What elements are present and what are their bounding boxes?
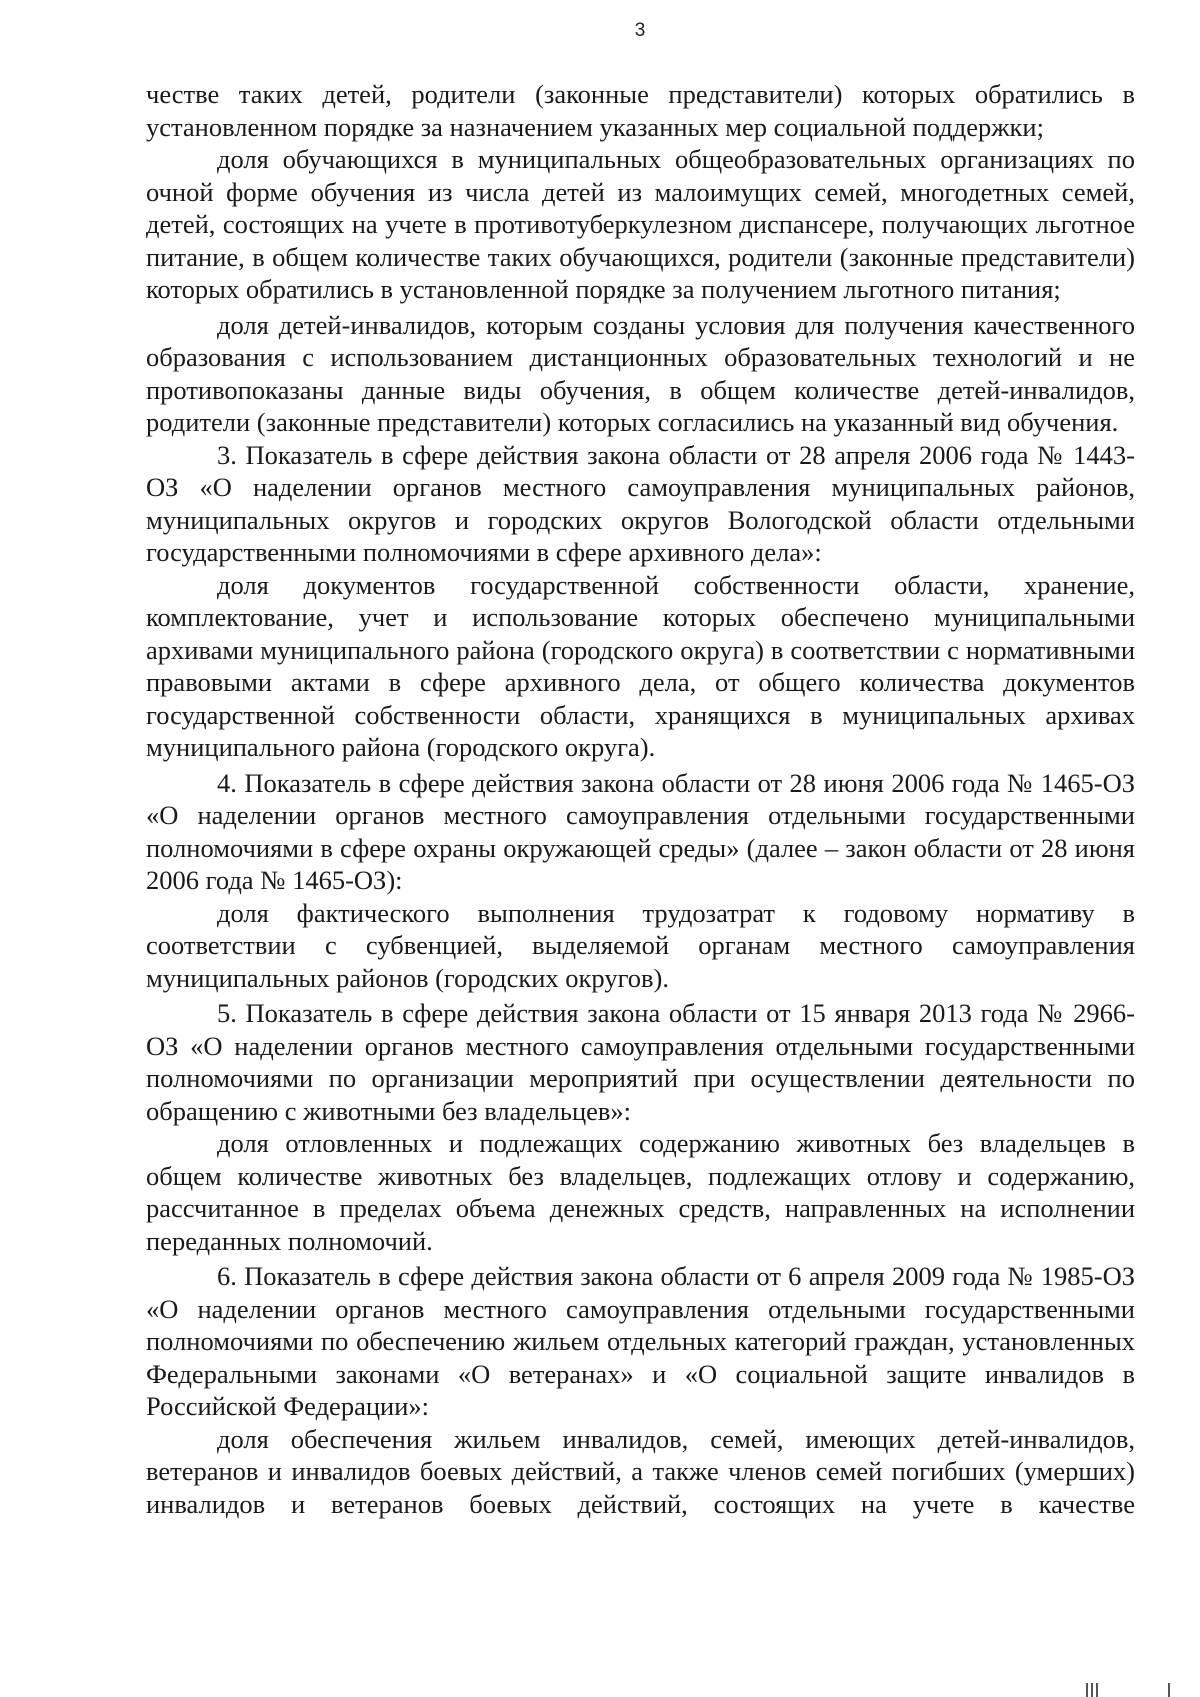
paragraph-animals-share: доля отловленных и подлежащих содержанию животных без владельцев в общем количестве животных без владельцев, подлежащих отлову и содержанию, рассчитанное в пределах объема денежных средств, направленных на исполнении переданных полномочий. bbox=[146, 1128, 1135, 1256]
paragraph-animals-law: 5. Показатель в сфере действия закона области от 15 января 2013 года № 2966-ОЗ «О наделении органов местного самоуправления отдельными государственными полномочиями по организации мероприятий при осуществлении деятельности по обращению с животными без владельцев»: bbox=[146, 998, 1135, 1126]
paragraph-archive-law: 3. Показатель в сфере действия закона области от 28 апреля 2006 года № 1443-ОЗ «О наделении органов местного самоуправления муниципальных районов, муниципальных округов и городских округов Вологодской области отдельными государственными полномочиями в сфере архивного дела»: bbox=[146, 439, 1135, 567]
scan-artifact-mark bbox=[1168, 1683, 1170, 1697]
page-number: 3 bbox=[634, 20, 646, 41]
paragraph-archive-documents-share: доля документов государственной собственности области, хранение, комплектование, учет и использование которых обеспечено муниципальными архивами муниципального района (городского округа) в соответствии с нормативными правовыми актами в сфере архивного дела, от общего количества документов государственной собственности области, хранящихся в муниципальных архивах муниципального района (городского округа). bbox=[146, 569, 1135, 762]
paragraph-continuation: честве таких детей, родители (законные представители) которых обратились в установленном порядке за назначением указанных мер социальной поддержки; bbox=[146, 79, 1135, 142]
paragraph-housing-share: доля обеспечения жильем инвалидов, семей, имеющих детей-инвалидов, ветеранов и инвалидов боевых действий, а также членов семей погибших (умерших) инвалидов и ветеранов боевых действий, состоящих на учете в качестве bbox=[146, 1423, 1135, 1519]
paragraph-disabled-children-education: доля детей-инвалидов, которым созданы условия для получения качественного образования с использованием дистанционных образовательных технологий и не противопоказаны данные виды обучения, в общем количестве детей-инвалидов, родители (законные представители) которых согласились на указанный вид обучения. bbox=[146, 309, 1135, 437]
scan-artifact-mark bbox=[1091, 1683, 1093, 1697]
document-body bbox=[146, 78, 1135, 1520]
paragraph-environment-law: 4. Показатель в сфере действия закона области от 28 июня 2006 года № 1465-ОЗ «О наделении органов местного самоуправления отдельными государственными полномочиями в сфере охраны окружающей среды» (далее – закон области от 28 июня 2006 года № 1465-ОЗ): bbox=[146, 767, 1135, 895]
paragraph-housing-law: 6. Показатель в сфере действия закона области от 6 апреля 2009 года № 1985-ОЗ «О наделении органов местного самоуправления отдельными государственными полномочиями по обеспечению жильем отдельных категорий граждан, установленных Федеральными законами «О ветеранах» и «О социальной защите инвалидов в Российской Федерации»: bbox=[146, 1261, 1135, 1421]
scan-artifact-mark bbox=[1086, 1683, 1088, 1697]
paragraph-school-meals-share: доля обучающихся в муниципальных общеобразовательных организациях по очной форме обучения из числа детей из малоимущих семей, многодетных семей, детей, состоящих на учете в противотуберкулезном диспансере, получающих льготное питание, в общем количестве таких обучающихся, родители (законные представители) которых обратились в установленной порядке за получением льготного питания; bbox=[146, 144, 1135, 304]
scan-artifact-mark bbox=[1096, 1683, 1098, 1697]
paragraph-labor-costs-share: доля фактического выполнения трудозатрат к годовому нормативу в соответствии с субвенцией, выделяемой органам местного самоуправления муниципальных районов (городских округов). bbox=[146, 897, 1135, 993]
